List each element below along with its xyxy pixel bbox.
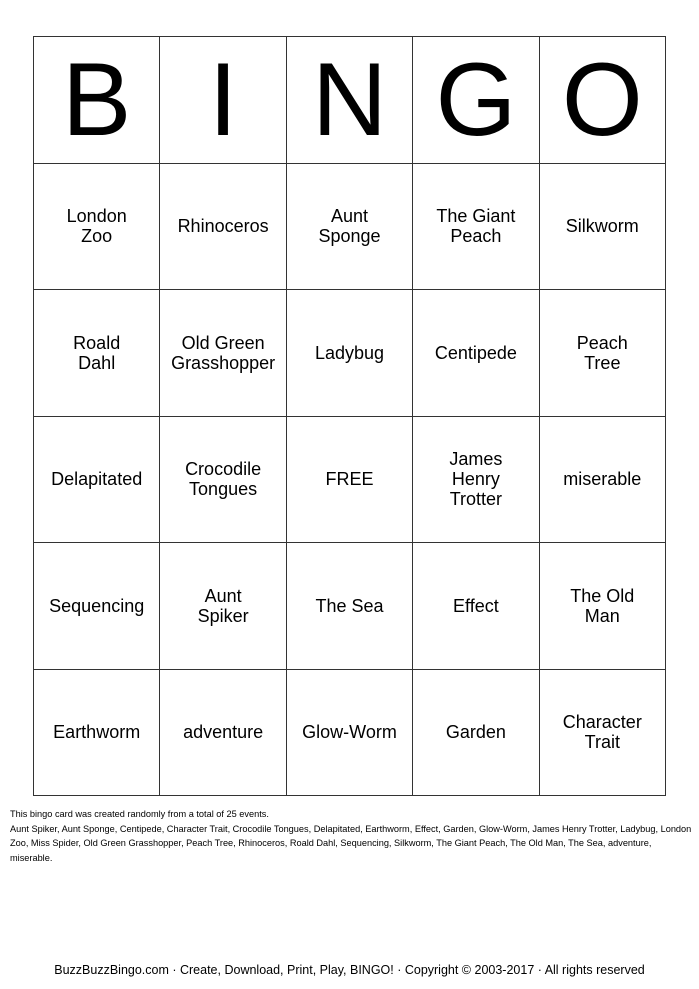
bingo-cell: Earthworm [34, 670, 160, 797]
bingo-cell: The Giant Peach [413, 164, 539, 291]
bingo-cell: Aunt Spiker [160, 543, 286, 670]
header-letter: I [160, 37, 286, 164]
header-letter: O [540, 37, 666, 164]
footer: BuzzBuzzBingo.com · Create, Download, Print, Play, BINGO! · Copyright © 2003-2017 · All rights reserved [54, 963, 645, 977]
bingo-cell: Effect [413, 543, 539, 670]
bingo-cell: Roald Dahl [34, 290, 160, 417]
bingo-cell: James Henry Trotter [413, 417, 539, 544]
bingo-cell: Delapitated [34, 417, 160, 544]
note-events: Aunt Spiker, Aunt Sponge, Centipede, Character Trait, Crocodile Tongues, Delapitated, Earthworm, Effect, Garden, Glow-Worm, James Henry Trotter, Ladybug, London Zoo, Miss Spider, Old Green Grasshopper, Peach Tree, Rhinoceros, Roald Dahl, Sequencing, Silkworm, The Giant Peach, The Old Man, The Sea, adventure, miserable. [10, 823, 692, 863]
bingo-cell: The Sea [287, 543, 413, 670]
header-letter: B [34, 37, 160, 164]
bingo-cell: miserable [540, 417, 666, 544]
bingo-cell: Centipede [413, 290, 539, 417]
bingo-cell: Silkworm [540, 164, 666, 291]
bingo-card [33, 36, 666, 796]
bingo-cell: The Old Man [540, 543, 666, 670]
card-note [10, 807, 695, 865]
bingo-cell: adventure [160, 670, 286, 797]
bingo-cell: Sequencing [34, 543, 160, 670]
bingo-cell: Old Green Grasshopper [160, 290, 286, 417]
header-letter: N [287, 37, 413, 164]
bingo-cell: Garden [413, 670, 539, 797]
bingo-cell: London Zoo [34, 164, 160, 291]
bingo-cell: Character Trait [540, 670, 666, 797]
bingo-cell: Aunt Sponge [287, 164, 413, 291]
bingo-cell: FREE [287, 417, 413, 544]
bingo-cell: Peach Tree [540, 290, 666, 417]
bingo-cell: Rhinoceros [160, 164, 286, 291]
header-letter: G [413, 37, 539, 164]
bingo-cell: Glow-Worm [287, 670, 413, 797]
note-intro: This bingo card was created randomly from a total of 25 events. [10, 809, 269, 819]
bingo-cell: Crocodile Tongues [160, 417, 286, 544]
bingo-cell: Ladybug [287, 290, 413, 417]
